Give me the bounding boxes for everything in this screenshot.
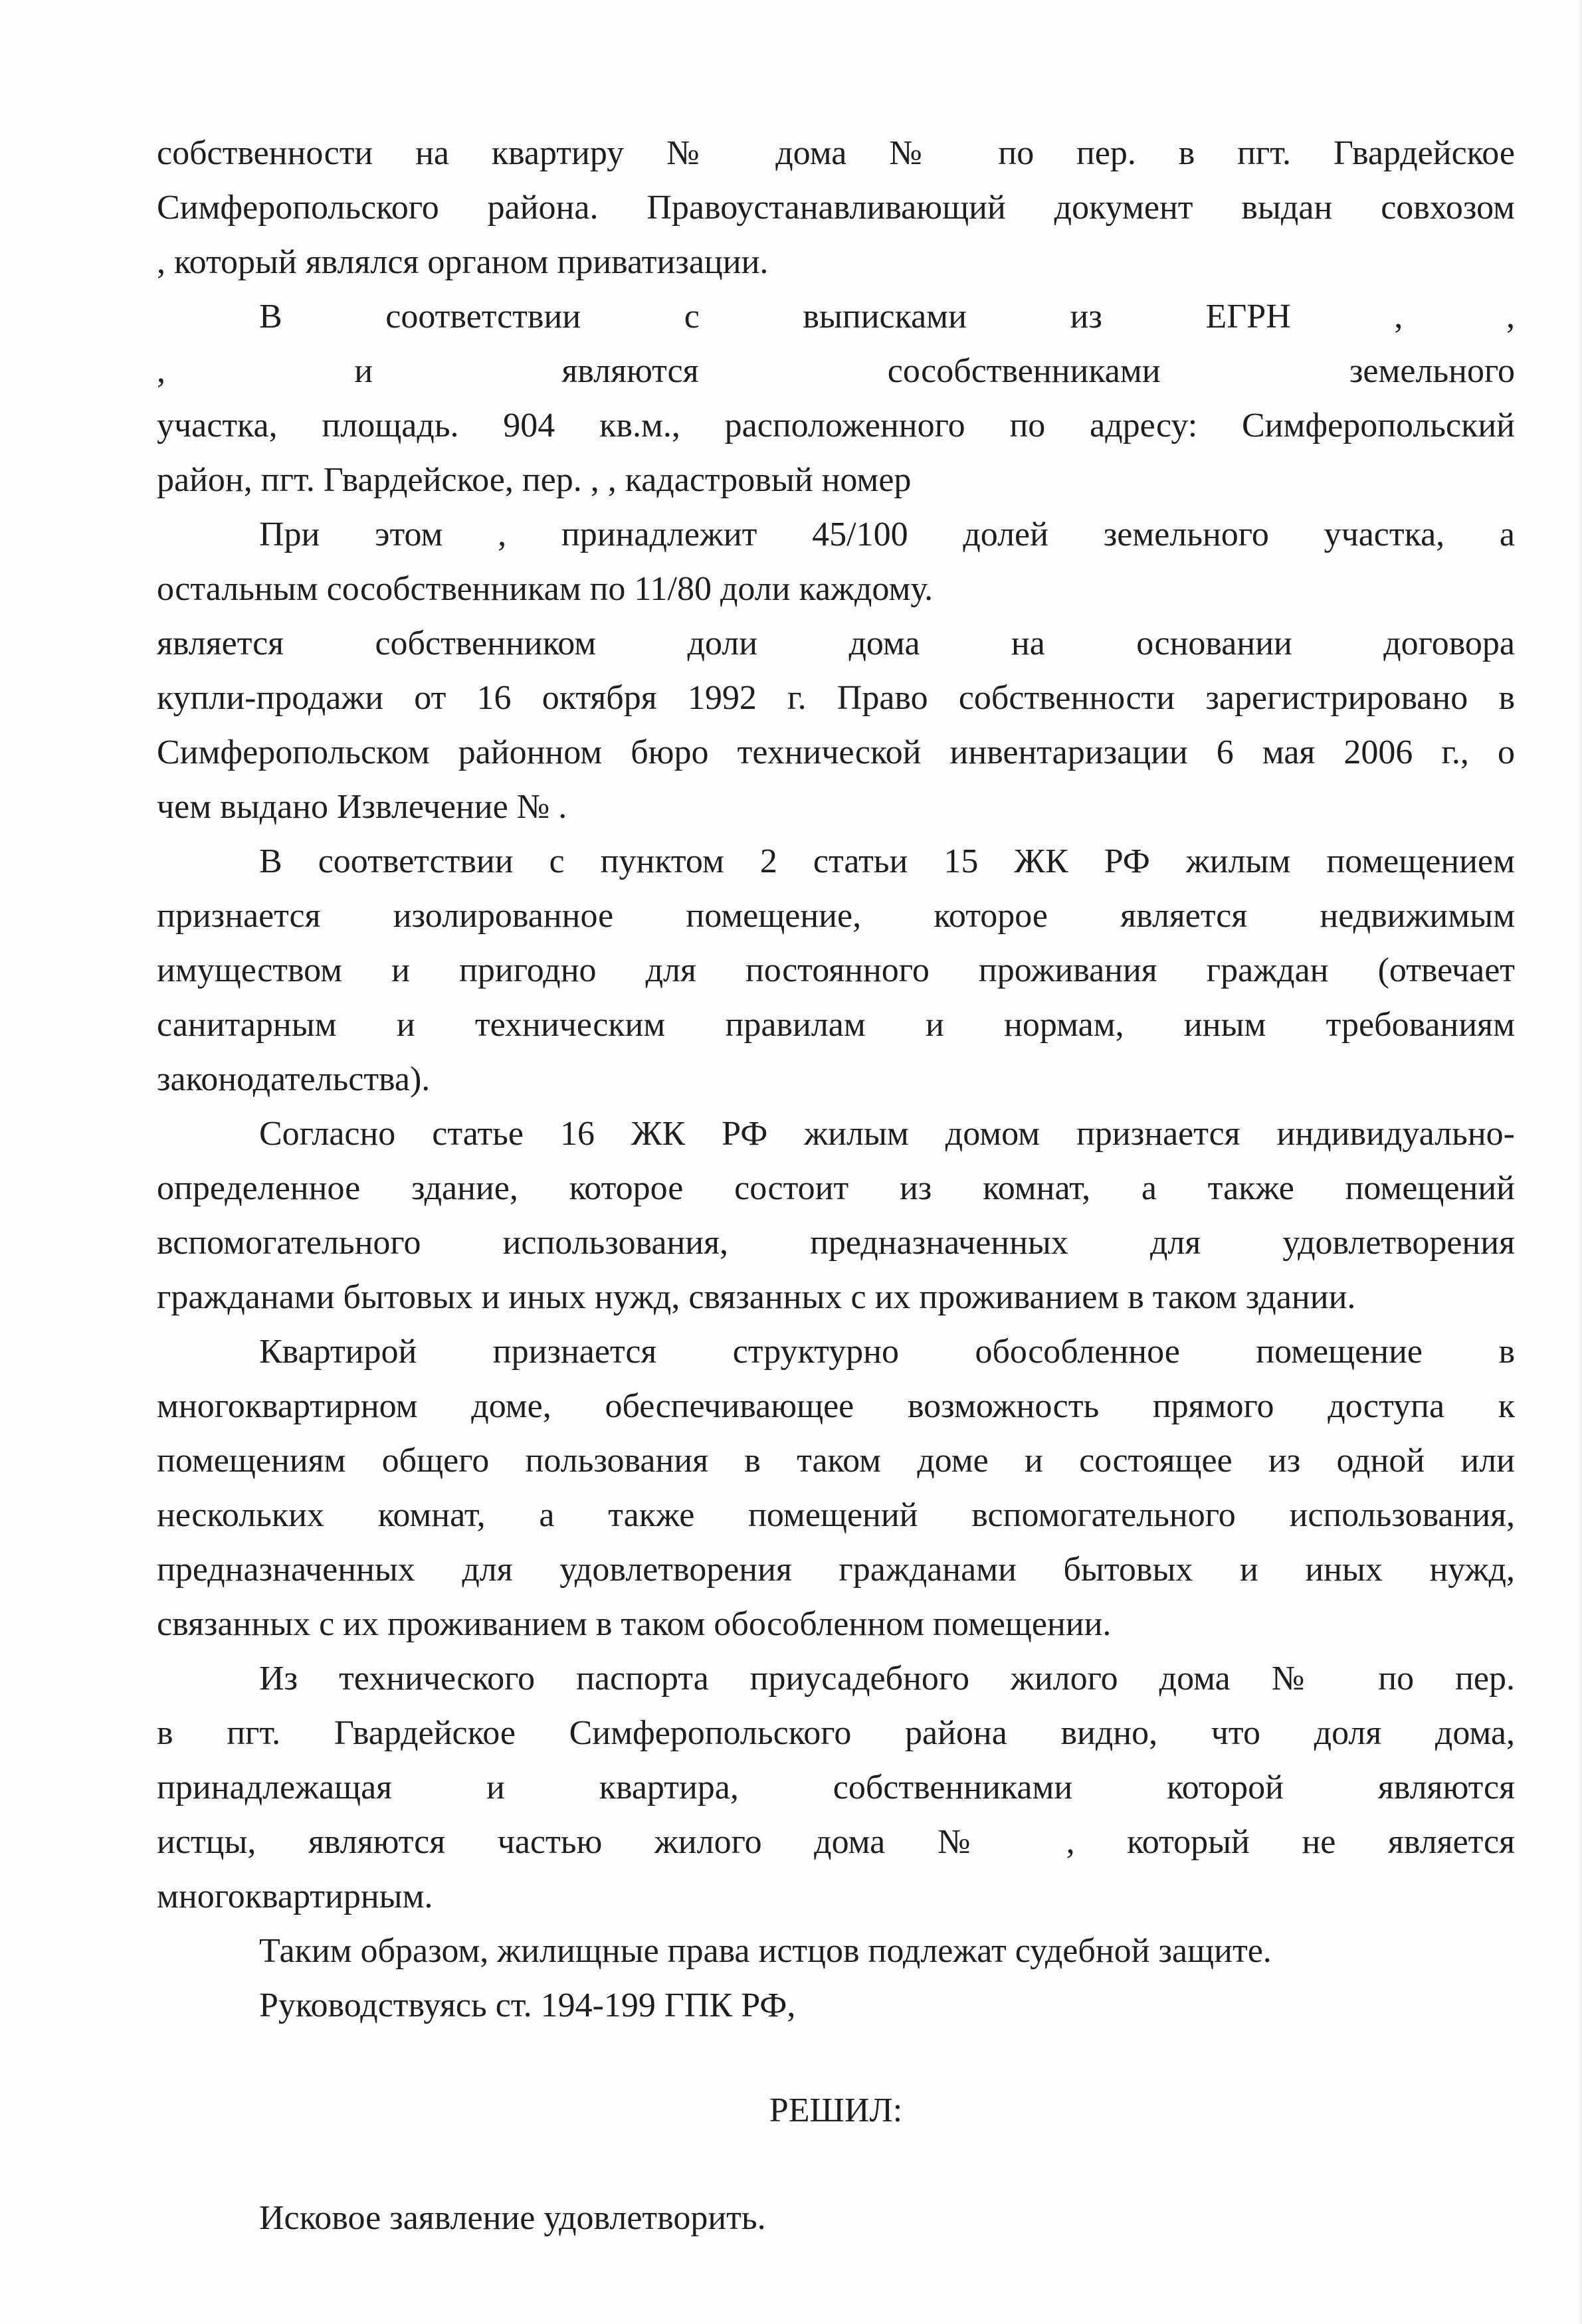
text-line-30: в пгт. Гвардейское Симферопольского района видно, что доля дома, [157,1714,1515,1752]
text-line-32: истцы, являются частью жилого дома № , который не является [157,1823,1515,1861]
text-line-14: В соответствии с пунктом 2 статьи 15 ЖК РФ жилым помещением [259,842,1515,880]
text-line-1: собственности на квартиру № дома № по пер. в пгт. Гвардейское [157,134,1515,172]
text-line-35: Руководствуясь ст. 194-199 ГПК РФ, [259,1986,796,2024]
text-line-34: Таким образом, жилищные права истцов подлежат судебной защите. [259,1932,1272,1970]
text-line-27: предназначенных для удовлетворения гражданами бытовых и иных нужд, [157,1551,1515,1589]
text-line-6: участка, площадь. 904 кв.м., расположенного по адресу: Симферопольский [157,407,1515,444]
text-line-33: многоквартирным. [157,1878,433,1915]
text-line-13: чем выдано Извлечение № . [157,788,567,826]
text-line-22: гражданами бытовых и иных нужд, связанных с их проживанием в таком здании. [157,1278,1356,1316]
text-line-8: При этом , принадлежит 45/100 долей земельного участка, а [259,516,1515,553]
text-line-12: Симферопольском районном бюро технической инвентаризации 6 мая 2006 г., о [157,733,1515,771]
text-line-4: В соответствии с выписками из ЕГРН , , [259,298,1515,336]
decision-heading: РЕШИЛ: [769,2091,903,2129]
text-line-21: вспомогательного использования, предназначенных для удовлетворения [157,1224,1515,1262]
text-line-25: помещениям общего пользования в таком доме и состоящее из одной или [157,1442,1515,1480]
text-line-9: остальным сособственникам по 11/80 доли каждому. [157,570,934,608]
text-line-20: определенное здание, которое состоит из комнат, а также помещений [157,1169,1515,1207]
text-line-7: район, пгт. Гвардейское, пер. , , кадастровый номер [157,461,912,499]
text-line-10: является собственником доли дома на основании договора [157,625,1515,662]
text-line-26: нескольких комнат, а также помещений вспомогательного использования, [157,1496,1515,1534]
text-line-2: Симферопольского района. Правоустанавливающий документ выдан совхозом [157,189,1515,227]
text-line-3: , который являлся органом приватизации. [157,243,769,281]
text-line-19: Согласно статье 16 ЖК РФ жилым домом признается индивидуально- [259,1115,1515,1153]
text-line-24: многоквартирном доме, обеспечивающее возможность прямого доступа к [157,1387,1515,1425]
text-line-11: купли-продажи от 16 октября 1992 г. Право собственности зарегистрировано в [157,679,1515,717]
text-line-23: Квартирой признается структурно обособленное помещение в [259,1333,1515,1371]
text-line-16: имуществом и пригодно для постоянного проживания граждан (отвечает [157,951,1515,989]
text-line-31: принадлежащая и квартира, собственниками которой являются [157,1769,1515,1806]
text-line-15: признается изолированное помещение, которое является недвижимым [157,897,1515,935]
scan-edge-shadow [1578,0,1582,2324]
text-line-28: связанных с их проживанием в таком обособленном помещении. [157,1605,1112,1643]
text-line-5: , и являются сособственниками земельного [157,352,1515,390]
text-line-29: Из технического паспорта приусадебного жилого дома № по пер. [259,1660,1515,1697]
text-line-17: санитарным и техническим правилам и нормам, иным требованиям [157,1006,1515,1044]
decision-text: Исковое заявление удовлетворить. [259,2199,766,2237]
text-line-18: законодательства). [157,1060,431,1098]
